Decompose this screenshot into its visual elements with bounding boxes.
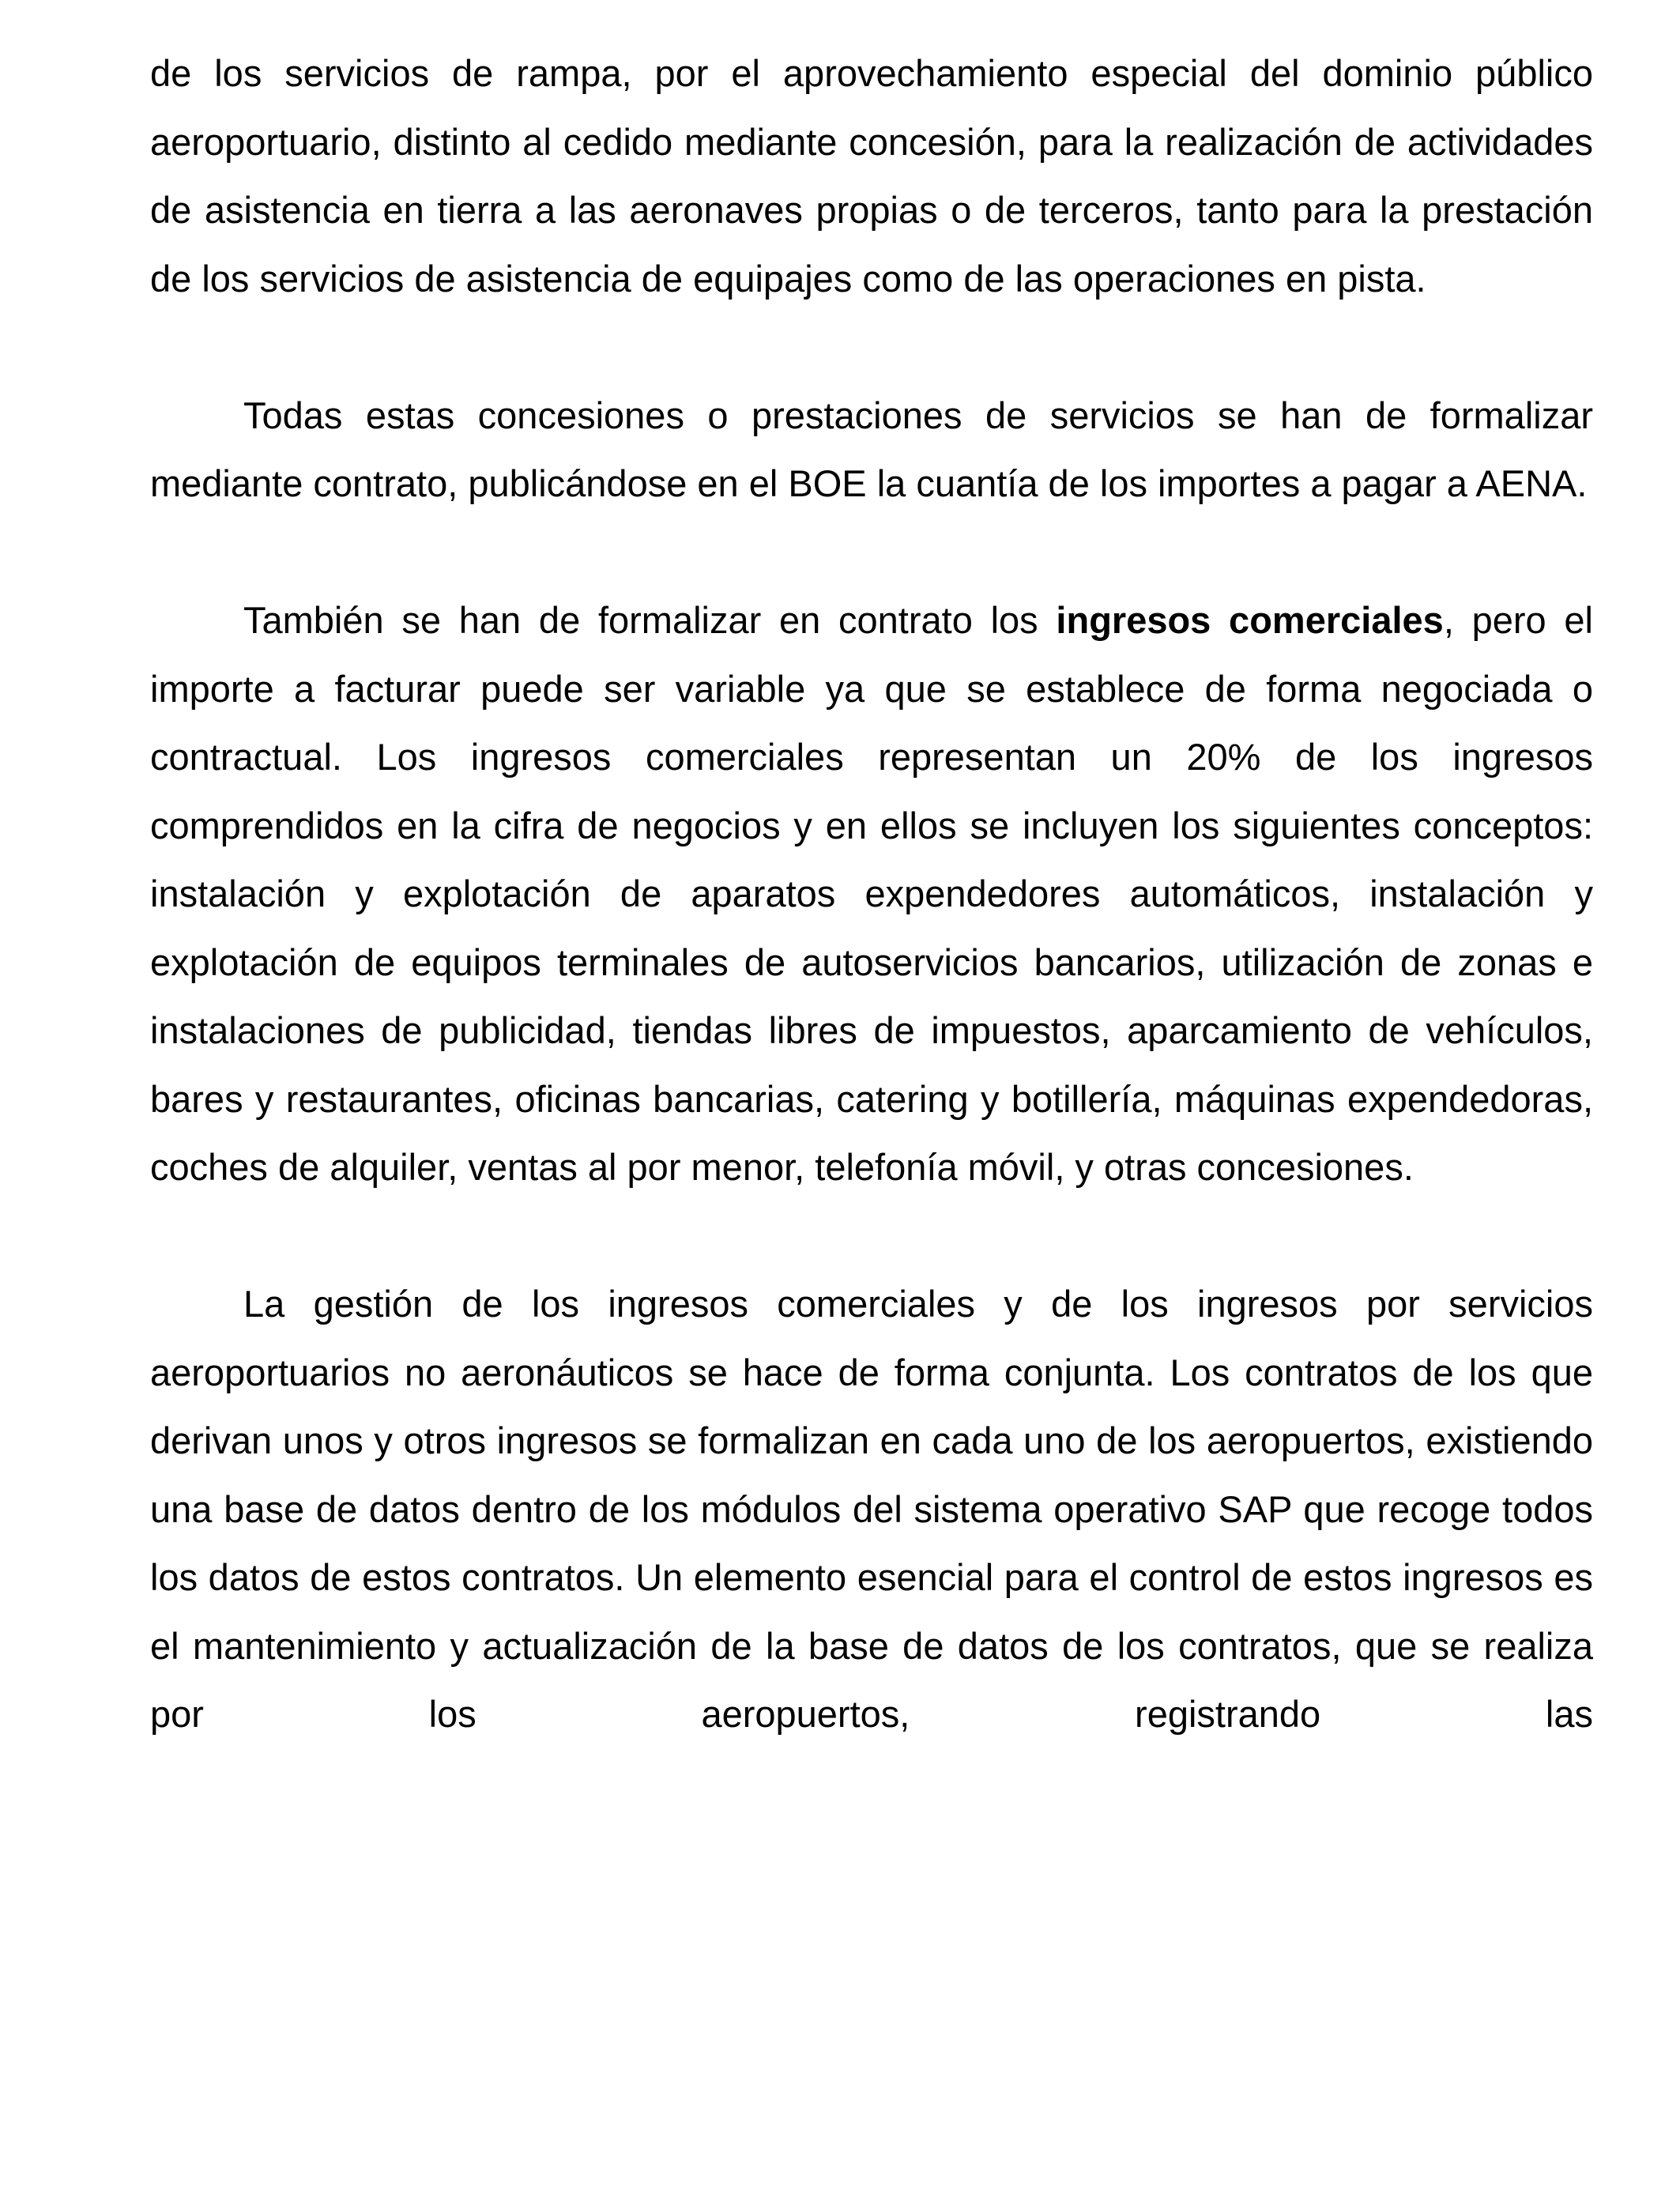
commercial-income-intro: También se han de formalizar en contrato los [243,599,1057,641]
document-page [150,40,1593,1749]
paragraph-income-management: La gestión de los ingresos comerciales y de los ingresos por servicios aeroportuarios no aeronáuticos se hace de forma conjunta. Los contratos de los que derivan unos y otros ingresos se formalizan en cada uno de los aeropuertos, existiendo una base de datos dentro de los módulos del sistema operativo SAP que recoge todos los datos de estos contratos. Un elemento esencial para el control de estos ingresos es el mantenimiento y actualización de la base de datos de los contratos, que se realiza por los aeropuertos, registrando las [150,1283,1593,1735]
commercial-income-details: , pero el importe a facturar puede ser variable ya que se establece de forma negociada o contractual. Los ingresos comerciales representan un 20% de los ingresos comprendidos en la cifra de negocios y en ellos se incluyen los siguientes conceptos: instalación y explotación de aparatos expendedores automáticos, instalación y explotación de equipos terminales de autoservicios bancarios, utilización de zonas e instalaciones de publicidad, tiendas libres de impuestos, aparcamiento de vehículos, bares y restaurantes, oficinas bancarias, catering y botillería, máquinas expendedoras, coches de alquiler, ventas al por menor, telefonía móvil, y otras concesiones. [150,599,1594,1188]
commercial-income-bold-term: ingresos comerciales [1056,599,1444,641]
paragraph-ramp-services: de los servicios de rampa, por el aprovechamiento especial del dominio público aeroportuario, distinto al cedido mediante concesión, para la realización de actividades de asistencia en tierra a las aeronaves propias o de terceros, tanto para la prestación de los servicios de asistencia de equipajes como de las operaciones en pista. [150,52,1593,300]
paragraph-commercial-income [150,586,1593,1202]
paragraph-contract-formalization: Todas estas concesiones o prestaciones de servicios se han de formalizar mediante contrato, publicándose en el BOE la cuantía de los importes a pagar a AENA. [150,394,1593,504]
